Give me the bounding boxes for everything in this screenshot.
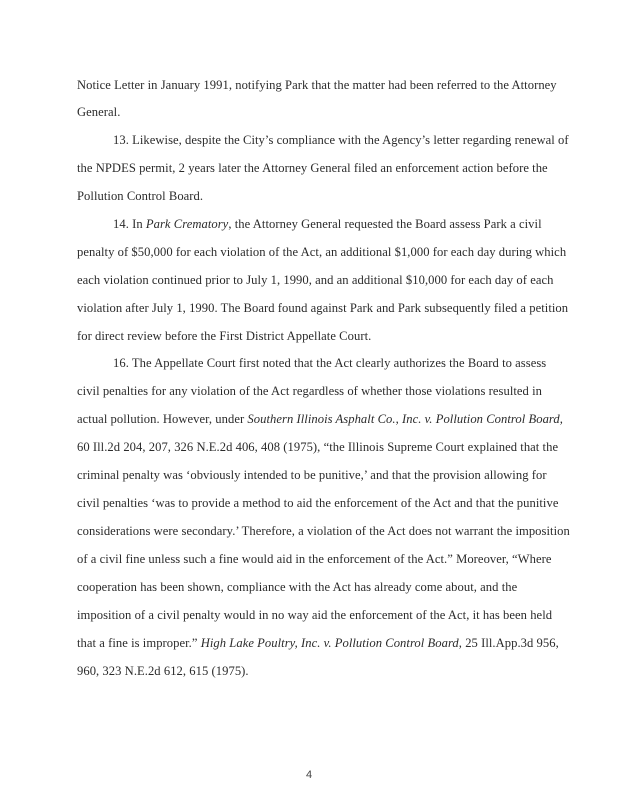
page-number: 4 [305,769,313,781]
text-line: for direct review before the First District Appellate Court. [77,329,372,343]
text-line: civil penalties ‘was to provide a method to aid the enforcement of the Act and that the punitive [77,496,559,510]
text-line: Pollution Control Board. [77,189,204,203]
paragraph-14-line: 14. In Park Crematory, the Attorney General requested the Board assess Park a civil [113,217,542,231]
text-line: the NPDES permit, 2 years later the Attorney General filed an enforcement action before the [77,161,548,175]
text-line: 960, 323 N.E.2d 612, 615 (1975). [77,664,249,678]
text-line: penalty of $50,000 for each violation of the Act, an additional $1,000 for each day during which [77,245,567,259]
case-name: Park Crematory [145,217,229,231]
text-line: that a fine is improper.” High Lake Poultry, Inc. v. Pollution Control Board, 25 Ill.App.3d 956, [77,636,559,650]
text-line: imposition of a civil penalty would in no way aid the enforcement of the Act, it has been held [77,608,553,622]
text-line: considerations were secondary.’ Therefore, a violation of the Act does not warrant the imposition [77,524,570,538]
text-line: civil penalties for any violation of the Act regardless of whether those violations resulted in [77,384,542,398]
text-line: actual pollution. However, under Southern Illinois Asphalt Co., Inc. v. Pollution Control Board, [77,412,563,426]
text-line: violation after July 1, 1990. The Board found against Park and Park subsequently filed a petition [77,301,569,315]
paragraph-16-line: 16. The Appellate Court first noted that the Act clearly authorizes the Board to assess [113,356,547,370]
text-line: cooperation has been shown, compliance with the Act has already come about, and the [77,580,518,594]
text-line: of a civil fine unless such a fine would aid in the enforcement of the Act.” Moreover, “Where [77,552,552,566]
text-line: General. [77,105,121,119]
paragraph-13-line: 13. Likewise, despite the City’s compliance with the Agency’s letter regarding renewal of [113,133,569,147]
case-name: High Lake Poultry, Inc. v. Pollution Control Board [200,636,459,650]
text-line: criminal penalty was ‘obviously intended to be punitive,’ and that the provision allowing for [77,468,547,482]
text-line: 60 Ill.2d 204, 207, 326 N.E.2d 406, 408 (1975), “the Illinois Supreme Court explained that the [77,440,559,454]
text-line: Notice Letter in January 1991, notifying Park that the matter had been referred to the Attorney [77,78,557,92]
text-line: each violation continued prior to July 1, 1990, and an additional $10,000 for each day of each [77,273,554,287]
case-name: Southern Illinois Asphalt Co., Inc. v. Pollution Control Board, [247,412,563,426]
